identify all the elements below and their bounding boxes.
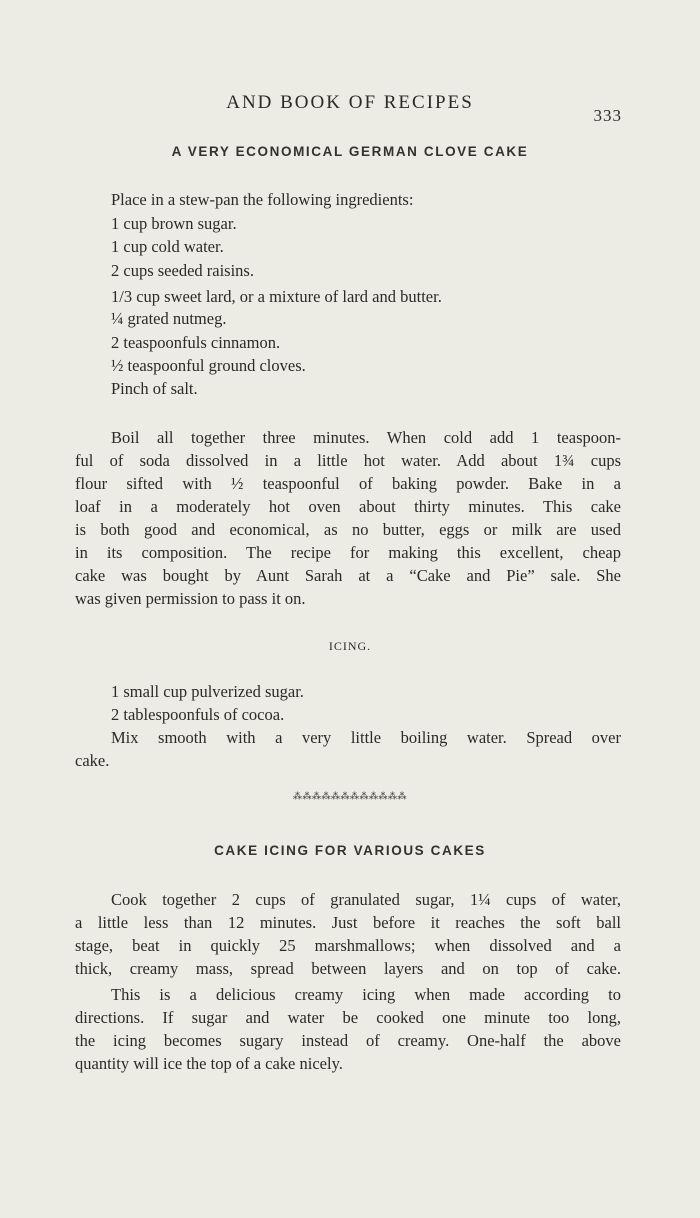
- icing-method-line: This is a delicious creamy icing when made according to: [111, 985, 621, 1004]
- icing-method-line: a little less than 12 minutes. Just before it reaches the soft ball: [75, 913, 621, 932]
- method-line: Boil all together three minutes. When cold add 1 teaspoon-: [111, 428, 621, 447]
- ingredients-intro: Place in a stew-pan the following ingredients:: [111, 190, 414, 209]
- icing-method-line: directions. If sugar and water be cooked one minute too long,: [75, 1008, 621, 1027]
- method-line: flour sifted with ½ teaspoonful of baking powder. Bake in a: [75, 474, 621, 493]
- icing-method-line: the icing becomes sugary instead of creamy. One-half the above: [75, 1031, 621, 1050]
- running-head: AND BOOK OF RECIPES: [226, 92, 474, 113]
- method-line: in its composition. The recipe for making this excellent, cheap: [75, 543, 621, 562]
- icing-line: 1 small cup pulverized sugar.: [111, 682, 304, 701]
- ingredient-line: 1/3 cup sweet lard, or a mixture of lard and butter.: [111, 287, 442, 306]
- ingredient-line: ½ teaspoonful ground cloves.: [111, 356, 306, 375]
- method-line: cake was bought by Aunt Sarah at a “Cake and Pie” sale. She: [75, 566, 621, 585]
- ingredient-line: 2 teaspoonfuls cinnamon.: [111, 333, 281, 352]
- recipe-title-cake-icing: CAKE ICING FOR VARIOUS CAKES: [214, 843, 486, 858]
- ingredient-line: 1 cup cold water.: [111, 237, 224, 256]
- icing-line: 2 tablespoonfuls of cocoa.: [111, 705, 285, 724]
- icing-line: cake.: [75, 751, 110, 770]
- recipe-title-german-clove-cake: A VERY ECONOMICAL GERMAN CLOVE CAKE: [171, 144, 529, 159]
- method-line: is both good and economical, as no butter, eggs or milk are used: [75, 520, 621, 539]
- ingredient-line: Pinch of salt.: [111, 379, 198, 398]
- page-number: 333: [593, 106, 622, 125]
- icing-heading: ICING.: [328, 639, 372, 653]
- icing-method-line: thick, creamy mass, spread between layers and on top of cake.: [75, 959, 621, 978]
- icing-method-line: quantity will ice the top of a cake nicely.: [75, 1054, 343, 1073]
- icing-line: Mix smooth with a very little boiling water. Spread over: [111, 728, 621, 747]
- section-ornament: ⁂⁂⁂⁂⁂⁂⁂⁂⁂⁂⁂⁂: [293, 791, 407, 801]
- icing-method-line: stage, beat in quickly 25 marshmallows; when dissolved and a: [75, 936, 621, 955]
- icing-method-line: Cook together 2 cups of granulated sugar, 1¼ cups of water,: [111, 890, 621, 909]
- ingredient-line: 2 cups seeded raisins.: [111, 261, 254, 280]
- method-line: loaf in a moderately hot oven about thirty minutes. This cake: [75, 497, 621, 516]
- ingredient-line: 1 cup brown sugar.: [111, 214, 237, 233]
- ingredient-line: ¼ grated nutmeg.: [111, 309, 227, 328]
- method-line: ful of soda dissolved in a little hot water. Add about 1¾ cups: [75, 451, 621, 470]
- method-line: was given permission to pass it on.: [75, 589, 306, 608]
